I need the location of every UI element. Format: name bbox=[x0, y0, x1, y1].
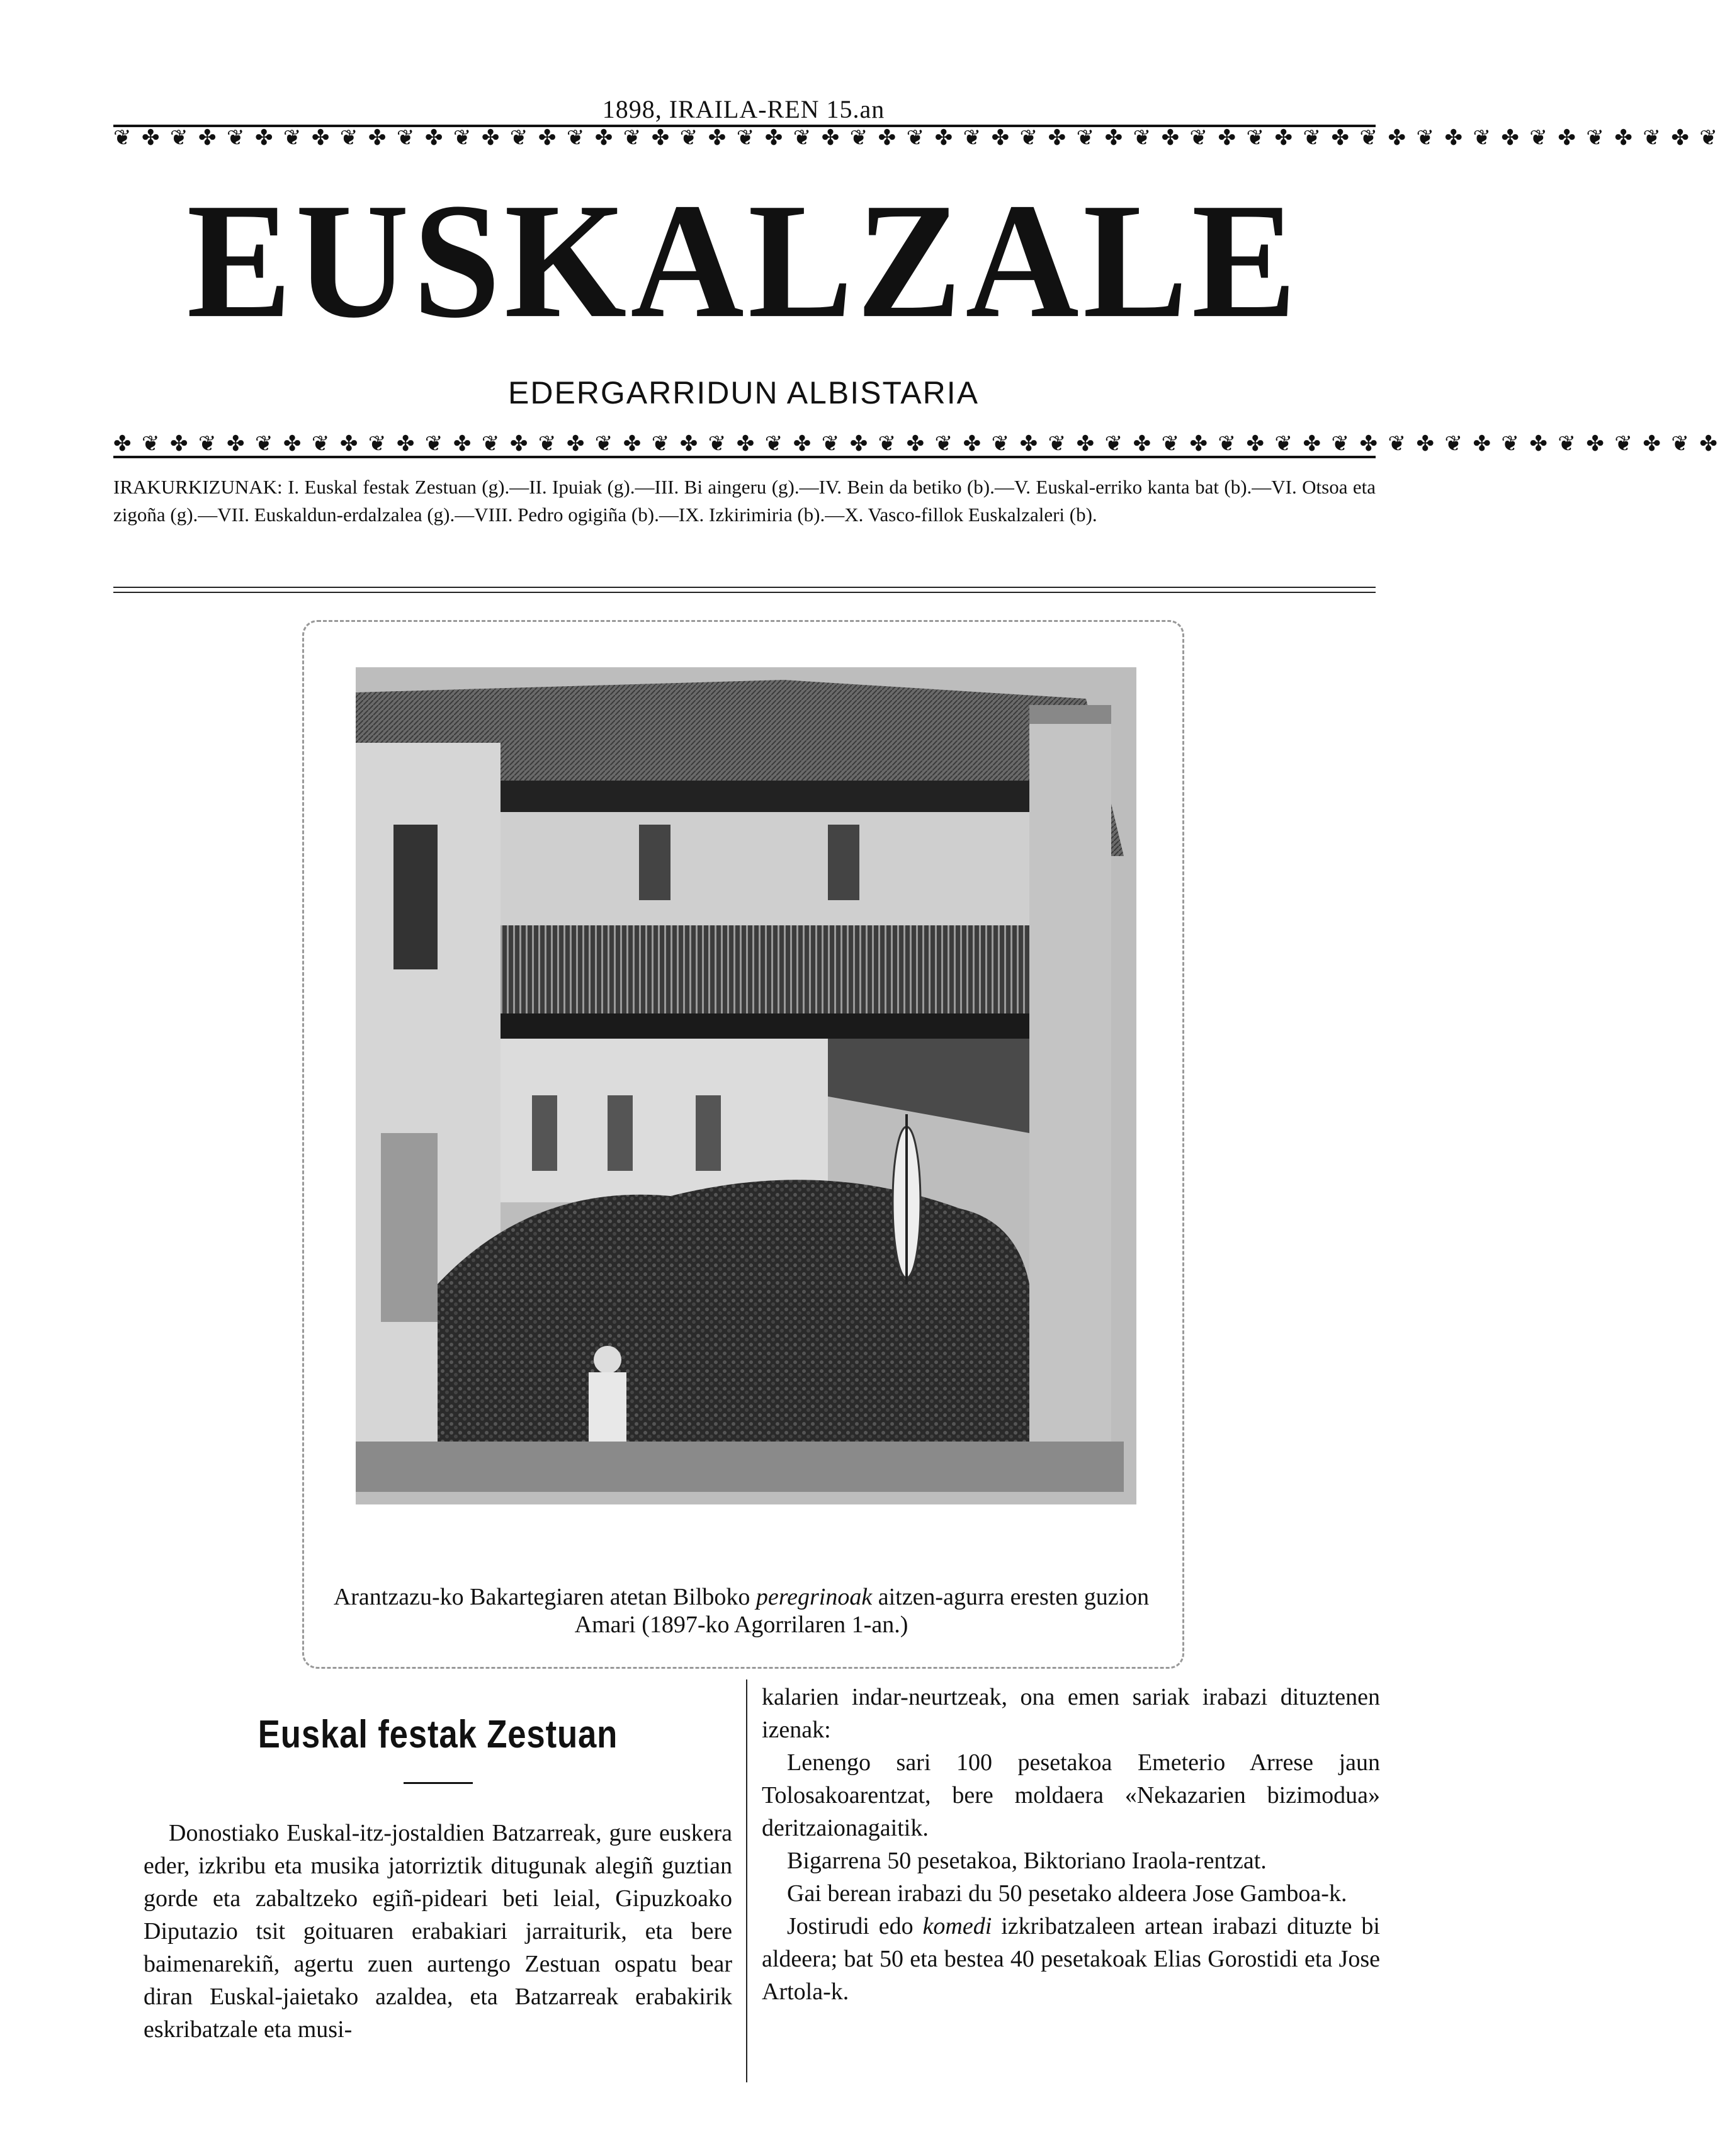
photo-caption bbox=[302, 1583, 1180, 1639]
masthead-title: EUSKALZALE bbox=[186, 169, 1301, 353]
article-right-column bbox=[762, 1681, 1380, 2008]
ornament-border-top: ❦ ✤ ❦ ✤ ❦ ✤ ❦ ✤ ❦ ✤ ❦ ✤ ❦ ✤ ❦ ✤ ❦ ✤ ❦ ✤ ❦ ✤ ❦ ✤ ❦ ✤ ❦ ✤ ❦ ✤ ❦ ✤ ❦ ✤ ❦ ✤ ❦ ✤ ❦ ✤ ❦ ✤ ❦ ✤ ❦ ✤ ❦ ✤ ❦ ✤ ❦ ✤ ❦ ✤ ❦ ✤ ❦ bbox=[113, 125, 1376, 150]
caption-italic: peregrinoak bbox=[755, 1584, 873, 1610]
photo-arantzazu-pilgrims bbox=[343, 655, 1149, 1517]
table-of-contents bbox=[113, 473, 1376, 529]
paragraph-text: Jostirudi edo bbox=[787, 1913, 923, 1939]
paragraph-italic: komedi bbox=[922, 1913, 992, 1939]
article-paragraph: Donostiako Euskal-itz-jostaldien Batzarreak, gure euskera eder, izkribu eta musika jatorriztik ditugunak alegiñ guztian gorde eta zabaltzeko egiñ-pideari beti leial, Gipuzkoako Diputazio tsit goituaren erabakiari jarraiturik, eta bere baimenarekiñ, agertu zuen aurtengo Zestuan ospatu bear diran Euskal-jaietako azaldea, eta Batzarreak erabakirik eskribatzale eta musi- bbox=[144, 1820, 732, 2043]
ornament-border-bottom: ✤ ❦ ✤ ❦ ✤ ❦ ✤ ❦ ✤ ❦ ✤ ❦ ✤ ❦ ✤ ❦ ✤ ❦ ✤ ❦ ✤ ❦ ✤ ❦ ✤ ❦ ✤ ❦ ✤ ❦ ✤ ❦ ✤ ❦ ✤ ❦ ✤ ❦ ✤ ❦ ✤ ❦ ✤ ❦ ✤ ❦ ✤ ❦ ✤ ❦ ✤ ❦ ✤ ❦ ✤ ❦ ✤ bbox=[113, 433, 1376, 458]
article-title: Euskal festak Zestuan bbox=[257, 1713, 618, 1756]
article-paragraph bbox=[762, 1910, 1380, 2008]
divider-rule bbox=[113, 587, 1376, 588]
column-divider bbox=[746, 1679, 747, 2082]
title-rule bbox=[404, 1782, 473, 1784]
article-paragraph: kalarien indar-neurtzeak, ona emen sariak irabazi dituztenen izenak: bbox=[762, 1684, 1380, 1743]
article-paragraph: Lenengo sari 100 pesetakoa Emeterio Arrese jaun Tolosakoarentzat, bere moldaera «Nekazarien bizimodua» deritzaionagaitik. bbox=[762, 1749, 1380, 1841]
masthead-subtitle: EDERGARRIDUN ALBISTARIA bbox=[507, 375, 979, 410]
article-paragraph: Bigarrena 50 pesetakoa, Biktoriano Iraola-rentzat. bbox=[787, 1848, 1267, 1874]
article-paragraph: Gai berean irabazi du 50 pesetako aldeera Jose Gamboa-k. bbox=[787, 1880, 1347, 1907]
issue-date: 1898, IRAILA-REN 15.an bbox=[602, 95, 885, 123]
toc-label: IRAKURKIZUNAK: bbox=[113, 476, 283, 498]
caption-text: Arantzazu-ko Bakartegiaren atetan Bilboko bbox=[333, 1584, 756, 1610]
article-left-column bbox=[144, 1681, 732, 2046]
divider-rule bbox=[113, 592, 1376, 593]
caption-text-end: aitzen-agurra eresten guzion Amari (1897-ko Agorrilaren 1-an.) bbox=[574, 1584, 1150, 1638]
toc-text: I. Euskal festak Zestuan (g).—II. Ipuiak (g).—III. Bi aingeru (g).—IV. Bein da betiko (b).—V. Euskal-erriko kanta bat (b).—VI. Otsoa eta zigoña (g).—VII. Euskaldun-erdalzalea (g).—VIII. Pedro ogigiña (b).—IX. Izkirimiria (b).—X. Vasco-fillok Euskalzaleri (b). bbox=[113, 476, 1376, 526]
paragraph-text-end: izkribatzaleen artean irabazi dituzte bi aldeera; bat 50 eta bestea 40 pesetakoak Elias Gorostidi eta Jose Artola-k. bbox=[762, 1913, 1380, 2005]
